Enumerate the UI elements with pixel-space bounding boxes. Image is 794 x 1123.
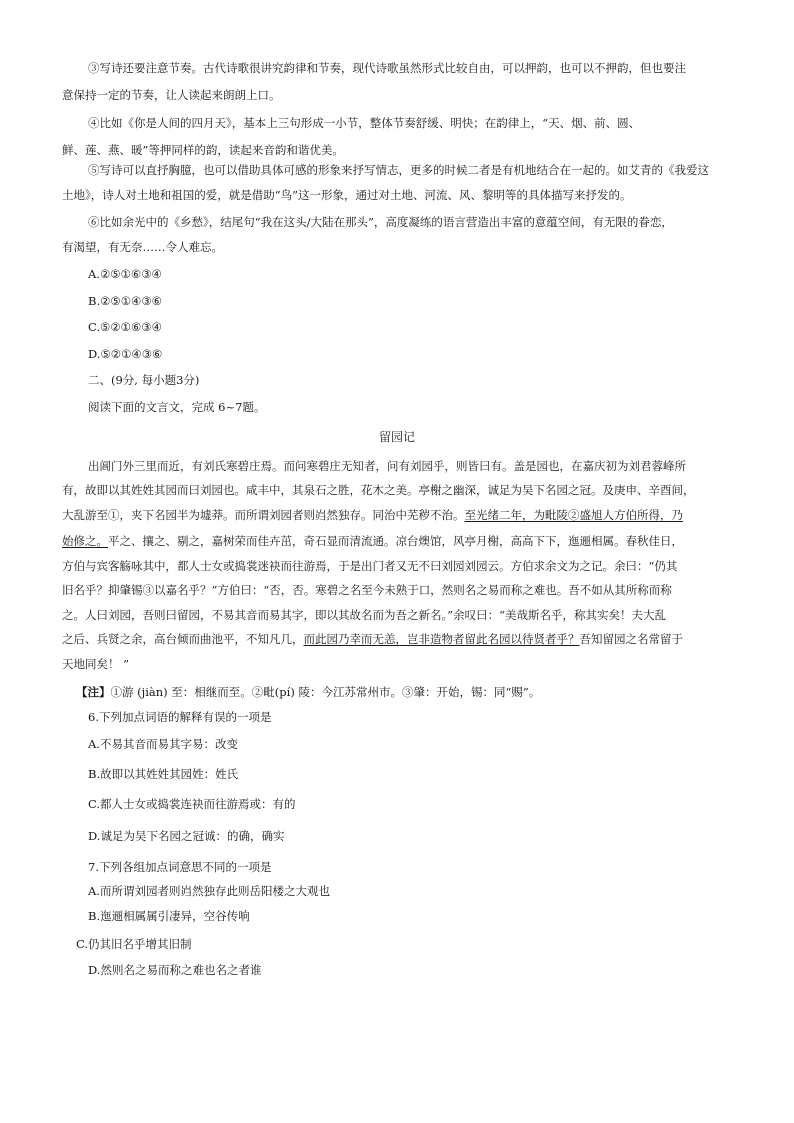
passage-line-3: [62, 510, 683, 522]
q6-option-b: B.故即以其姓姓其园姓：姓氏: [88, 767, 239, 781]
q5-item4-line1: ④比如《你是人间的四月天》，基本上三句形成一小节，整体节奏舒缓、明快；在韵律上，“天、烟、前、圆、: [88, 116, 641, 130]
passage-line-8-underlined: 而此园乃幸而无恙，岂非造物者留此名园以待贤者乎？: [303, 632, 580, 646]
q7-option-c: C.仍其旧名乎增其旧制: [76, 937, 192, 951]
passage-line-8: [62, 634, 683, 646]
passage-line-3-underlined: 至光绪二年，为毗陵②盛旭人方伯所得，乃: [464, 508, 683, 522]
passage-line-4-underlined: 始修之。: [62, 534, 108, 548]
q5-item6-line1: ⑥比如余光中的《乡愁》，结尾句“我在这头/大陆在那头”，高度凝练的语言营造出丰富的意蕴空间，有无限的眷恋，: [88, 215, 673, 229]
passage-line-4: [62, 536, 683, 548]
q5-item5-line2: 土地》，诗人对土地和祖国的爱，就是借助“鸟”这一形象，通过对土地、河流、风、黎明等的具体描写来抒发的。: [62, 188, 632, 202]
q6-stem: 6.下列加点词语的解释有误的一项是: [88, 710, 272, 724]
passage-line-3-text: 大乱游至①，夹下名园半为墟莽。而所谓刘园者则岿然独存。同治中芜秽不治。: [62, 508, 465, 522]
q7-option-a: A.而所谓刘园者则岿然独存此则岳阳楼之大观也: [88, 884, 330, 898]
passage-line-8-tail: 吾知留园之名常留于: [579, 632, 683, 646]
passage-title: 留园记: [378, 430, 415, 444]
passage-line-7: 之。人曰刘园，吾则曰留园，不易其音而易其字，即以其故名而为吾之新名。”余叹曰：“美哉斯名乎，称其实矣！夫大乱: [62, 608, 667, 622]
q5-item5-line1: ⑤写诗可以直抒胸臆，也可以借助具体可感的形象来抒写情志，更多的时候二者是有机地结合在一起的。如艾青的《我爱这: [88, 163, 709, 177]
q7-option-d: D.然则名之易而称之难也名之者谁: [88, 963, 262, 977]
passage-line-6: 旧名乎？抑肇锡③以嘉名乎？”方伯曰：“否，否。寒碧之名至今未熟于口，然则名之易而称之难也。吾不如从其所称而称: [62, 583, 672, 597]
passage-line-1: 出阊门外三里而近，有刘氏寒碧庄焉。而问寒碧庄无知者，问有刘园乎，则皆曰有。盖是园也，在嘉庆初为刘君蓉峰所: [88, 459, 686, 473]
q5-option-a: A.②⑤①⑥③④: [88, 267, 162, 281]
passage-line-4-text: 平之、攘之、剔之，嘉树荣而佳卉茁，奇石显而清流通。凉台燠馆，风亭月榭，高高下下，迤逦相属。春秋佳日，: [108, 534, 683, 548]
q6-option-a: A.不易其音而易其字易：改变: [88, 737, 238, 751]
passage-line-9: 天地同矣！ ”: [62, 657, 130, 671]
q5-option-d: D.⑤②①④③⑥: [88, 347, 163, 361]
annotation-text: ①游 (jiàn) 至：相继而至。②毗(pí) 陵：今江苏常州市。③肇：开始，锡：同“赐”。: [110, 685, 541, 699]
q6-option-d: D.诚足为吴下名园之冠诚：的确，确实: [88, 829, 285, 843]
section2-heading: 二、(9分, 每小题3分): [88, 373, 200, 387]
q5-item3-line1: ③写诗还要注意节奏。古代诗歌很讲究韵律和节奏，现代诗歌虽然形式比较自由，可以押韵，也可以不押韵，但也要注: [88, 61, 686, 75]
q5-item3-line2: 意保持一定的节奏，让人读起来朗朗上口。: [62, 88, 281, 102]
passage-line-5: 方伯与宾客觞咏其中，都人士女或捣裳迷袂而往游焉，于是出门者又无不曰刘园刘园云。方伯求余文为之记。余曰：“仍其: [62, 559, 678, 573]
annotation-label: 【注】: [76, 685, 111, 699]
q5-item6-line2: 有渴望，有无奈……令人难忘。: [62, 240, 223, 254]
q5-option-c: C.⑤②①⑥③④: [88, 320, 162, 334]
q7-option-b: B.迤逦相属属引凄异，空谷传响: [88, 909, 250, 923]
q5-option-b: B.②⑤①④③⑥: [88, 294, 162, 308]
passage-line-2: 有，故即以其姓姓其园而曰刘园也。咸丰中，其泉石之胜，花木之美。亭榭之幽深，诚足为吴下名园之冠。及庚申、辛酉间，: [62, 483, 695, 497]
q5-item4-line2: 鲜、莲、燕、暖”等押同样的韵，读起来音韵和谐优美。: [62, 143, 344, 157]
annotation-note: [76, 687, 540, 699]
section2-instruction: 阅读下面的文言文，完成 6~7题。: [88, 400, 266, 414]
passage-line-8-text: 之后、兵贤之余，高台倾而曲池平，不知凡几，: [62, 632, 304, 646]
q6-option-c: C.都人士女或捣裳连袂而往游焉或：有的: [88, 797, 296, 811]
q7-stem: 7.下列各组加点词意思不同的一项是: [88, 860, 272, 874]
